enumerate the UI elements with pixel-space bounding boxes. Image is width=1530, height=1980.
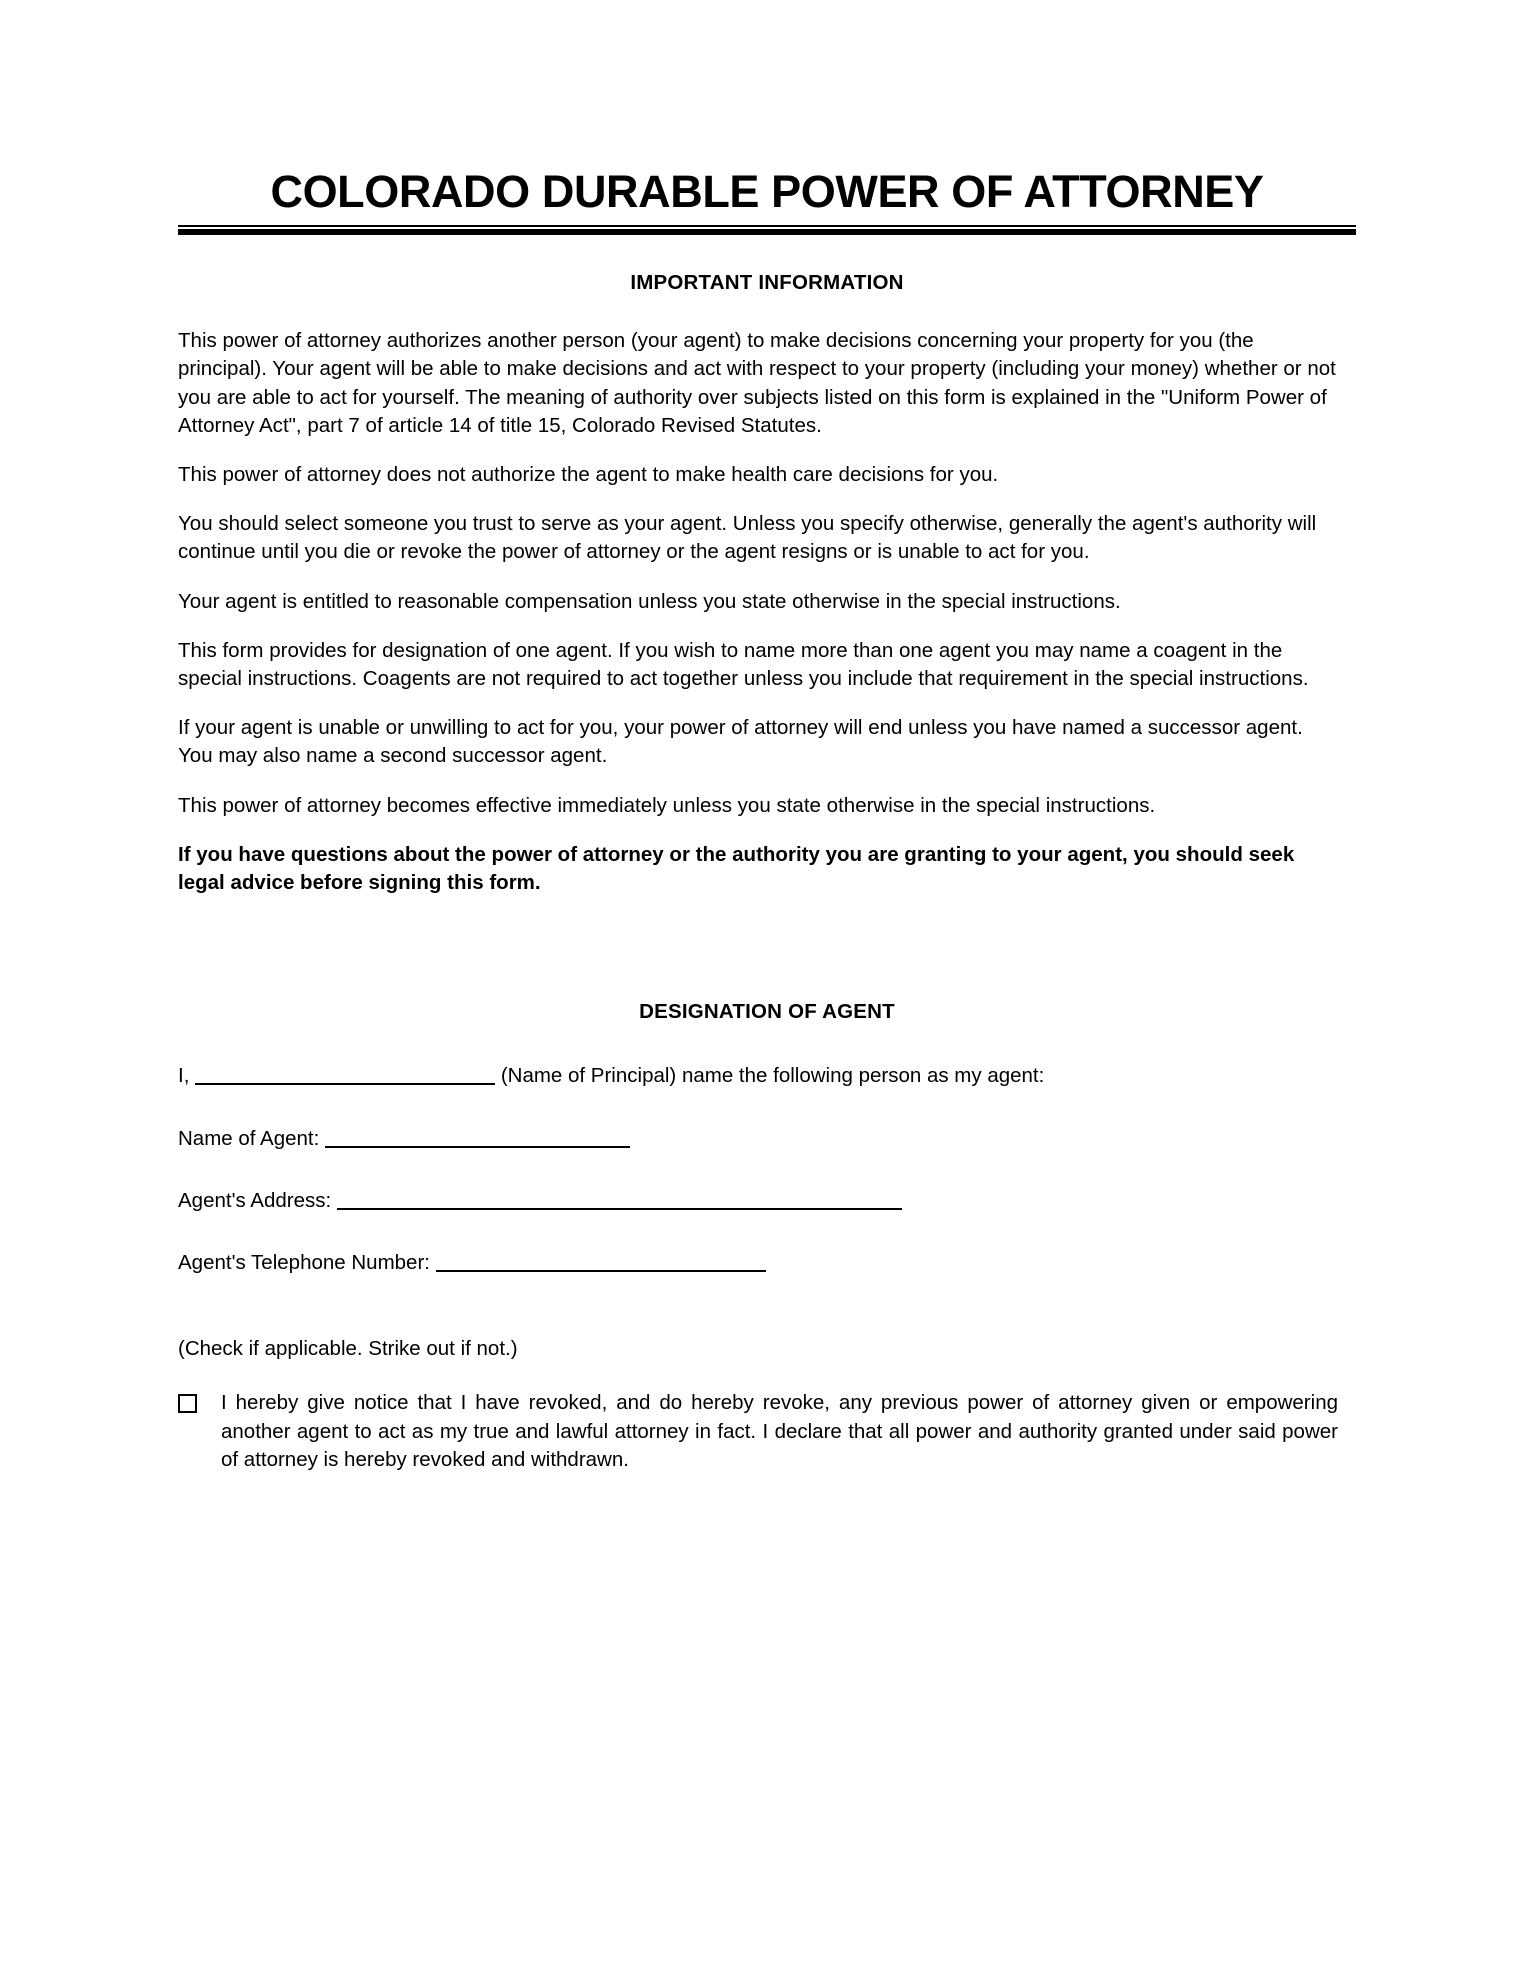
paragraph-compensation: Your agent is entitled to reasonable compensation unless you state otherwise in the special instructions. [178,589,1121,613]
agent-address-input[interactable] [337,1188,902,1210]
document-content [178,0,1356,1474]
paragraph-health-care: This power of attorney does not authorize the agent to make health care decisions for you. [178,463,999,487]
check-if-applicable-note: (Check if applicable. Strike out if not.) [178,1337,518,1361]
principal-line-prefix: I, [178,1064,190,1088]
paragraph-authorization: This power of attorney authorizes another person (your agent) to make decisions concerning your property for you (the principal). Your agent will be able to make decisions and act with respect to your property (including your money) whether or not you are able to act for yourself. The meaning of authority over subjects listed on this form is explained in the "Uniform Power of Attorney Act", part 7 of article 14 of title 15, Colorado Revised Statutes. [178,329,1336,437]
agent-address-row [178,1187,1338,1215]
paragraph-successor-agent: If your agent is unable or unwilling to act for you, your power of attorney will end unless you have named a successor agent. You may also name a second successor agent. [178,716,1303,768]
title-divider [178,225,1356,235]
agent-address-label: Agent's Address: [178,1188,332,1212]
form-spacer [178,1311,1338,1335]
principal-name-row [178,1062,1338,1090]
designation-of-agent-form [178,1024,1338,1474]
paragraph-effective-date: This power of attorney becomes effective immediately unless you state otherwise in the special instructions. [178,793,1156,817]
agent-phone-input[interactable] [436,1250,766,1272]
agent-name-input[interactable] [325,1126,630,1148]
revocation-checkbox[interactable] [178,1394,197,1413]
designation-of-agent-heading: DESIGNATION OF AGENT [639,1000,895,1024]
section-spacer [178,918,1356,1000]
page-title: COLORADO DURABLE POWER OF ATTORNEY [270,166,1264,217]
important-information-body [178,295,1338,897]
agent-phone-row [178,1249,1338,1277]
principal-name-input[interactable] [195,1063,495,1085]
paragraph-coagent: This form provides for designation of one agent. If you wish to name more than one agent you may name a coagent in the special instructions. Coagents are not required to act together unless you include that requirement in the special instructions. [178,638,1309,691]
agent-name-label: Name of Agent: [178,1126,320,1150]
important-information-heading: IMPORTANT INFORMATION [630,271,904,295]
revocation-statement-text: I hereby give notice that I have revoked, and do hereby revoke, any previous power of attorney given or empowering another agent to act as my true and lawful attorney in fact. I declare that all power and authority granted under said power of attorney is hereby revoked and withdrawn. [221,1391,1338,1471]
revocation-row [178,1389,1338,1474]
agent-phone-label: Agent's Telephone Number: [178,1250,430,1274]
principal-line-suffix: (Name of Principal) name the following person as my agent: [500,1064,1045,1088]
agent-name-row [178,1125,1338,1153]
paragraph-select-agent: You should select someone you trust to serve as your agent. Unless you specify otherwise, generally the agent's authority will continue until you die or revoke the power of attorney or the agent resigns or is unable to act for you. [178,512,1317,564]
paragraph-legal-advice-notice: If you have questions about the power of attorney or the authority you are granting to your agent, you should seek legal advice before signing this form. [178,842,1295,895]
